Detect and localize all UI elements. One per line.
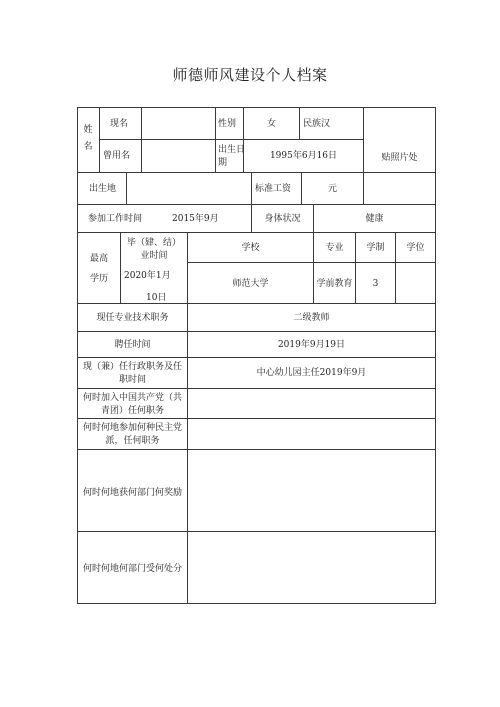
page-title: 师德师风建设个人档案: [172, 66, 328, 84]
grid-line: [299, 107, 300, 140]
grid-line: [99, 139, 363, 140]
party-label: 何时加入中国共产党（共: [82, 393, 182, 403]
grid-line: [215, 107, 216, 172]
birth-date-label-2: 期: [218, 158, 228, 168]
school-header: 学校: [241, 243, 260, 253]
grid-line: [77, 357, 436, 358]
grid-line: [77, 232, 436, 233]
punishments-label: 何时何地何部门受何处分: [82, 564, 182, 574]
grid-line: [77, 418, 436, 419]
awards-label: 何时何地获何部门何奖励: [82, 488, 182, 498]
grid-line: [77, 388, 436, 389]
democratic-party-label-2: 派，任何职务: [105, 436, 160, 446]
grid-line: [243, 107, 244, 172]
current-name-label: 现名: [110, 119, 129, 129]
education-label: 最高: [89, 254, 108, 264]
democratic-party-label: 何时何地参加何种民主党: [82, 423, 182, 433]
grid-line: [77, 303, 436, 304]
salary-unit: 元: [327, 184, 337, 194]
grid-line: [77, 531, 436, 532]
professional-title-label: 现任专业技术职务: [96, 313, 169, 323]
admin-position-label: 现（兼）任行政职务及任: [82, 362, 182, 372]
education-label-2: 学历: [89, 274, 108, 284]
major-header: 专业: [325, 243, 344, 253]
grid-line: [187, 449, 188, 604]
grid-line: [126, 172, 127, 205]
grid-line: [77, 603, 436, 604]
name-label: 姓: [83, 125, 93, 135]
grid-line: [251, 172, 252, 205]
photo-placeholder: 贴照片处: [381, 153, 418, 163]
grid-line: [77, 107, 78, 604]
years-header: 学制: [366, 243, 385, 253]
health-value: 健康: [365, 214, 384, 224]
grid-line: [435, 107, 436, 604]
professional-title-value: 二级教师: [293, 313, 330, 323]
gender-label: 性别: [218, 119, 237, 129]
gender-value: 女: [266, 119, 276, 129]
work-start-value: 2015年9月: [172, 214, 219, 224]
grid-line: [77, 449, 436, 450]
birthplace-label: 出生地: [89, 184, 117, 194]
years-value: 3: [372, 279, 379, 289]
party-label-2: 青团）任何职务: [100, 406, 164, 416]
grad-time-value: 2020年1月: [124, 271, 171, 281]
ethnicity-label: 民族汉: [303, 119, 331, 129]
birth-date-label: 出生日: [218, 145, 246, 155]
name-label-2: 名: [83, 142, 93, 152]
birth-date-value: 1995年6月16日: [269, 151, 338, 161]
grid-line: [77, 204, 436, 205]
hire-time-label: 聘任时间: [114, 340, 151, 350]
former-name-label: 曾用名: [103, 151, 131, 161]
grad-time-label-2: 业时间: [140, 251, 168, 261]
grid-line: [77, 331, 436, 332]
school-value: 师范大学: [232, 279, 269, 289]
admin-position-value: 中心幼儿园主任2019年9月: [256, 368, 367, 378]
grid-line: [187, 262, 436, 263]
degree-header: 学位: [406, 243, 425, 253]
hire-time-value: 2019年9月19日: [277, 340, 346, 350]
grid-line: [99, 107, 100, 172]
work-start-label: 参加工作时间: [88, 214, 143, 224]
major-value: 学前教育: [316, 279, 353, 289]
grid-line: [141, 107, 142, 172]
grad-time-value-2: 10日: [146, 293, 167, 303]
admin-position-label-2: 职时间: [118, 375, 146, 385]
grid-line: [77, 107, 436, 108]
grid-line: [77, 172, 436, 173]
health-label: 身体状况: [264, 214, 301, 224]
salary-label: 标准工资: [255, 184, 292, 194]
grad-time-label: 毕（肄、结）: [126, 238, 181, 248]
